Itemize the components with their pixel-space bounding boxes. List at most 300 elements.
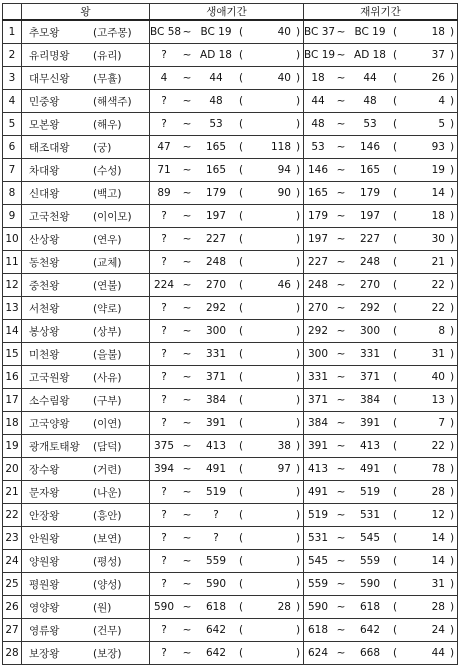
reign-range-separator: ~ xyxy=(336,463,346,475)
row-number: 4 xyxy=(3,90,22,113)
reign-cell xyxy=(304,596,458,619)
reign-start: 559 xyxy=(307,578,329,590)
life-cell xyxy=(150,366,304,389)
reign-end: 227 xyxy=(359,233,381,245)
king-alt-name: (평성) xyxy=(93,555,122,568)
table-row xyxy=(3,550,458,573)
life-end: 248 xyxy=(205,256,227,268)
header-life-span: 생애기간 xyxy=(150,4,304,21)
king-cell-inner xyxy=(22,159,149,181)
reign-start: 491 xyxy=(307,486,329,498)
reign-range-separator: ~ xyxy=(336,49,346,61)
life-cell xyxy=(150,251,304,274)
king-alt-name: (건무) xyxy=(93,624,122,637)
reign-cell xyxy=(304,343,458,366)
reign-start: 545 xyxy=(307,555,329,567)
table-row xyxy=(3,343,458,366)
reign-paren-open: ( xyxy=(392,302,398,314)
reign-start: 227 xyxy=(307,256,329,268)
reign-paren-open: ( xyxy=(392,647,398,659)
life-paren-close: ) xyxy=(295,348,301,360)
king-alt-name: (교체) xyxy=(93,256,122,269)
king-alt-name: (을불) xyxy=(93,348,122,361)
reign-range-separator: ~ xyxy=(336,302,346,314)
life-range-separator: ~ xyxy=(182,555,192,567)
life-paren-open: ( xyxy=(238,463,244,475)
king-cell-inner xyxy=(22,642,149,664)
king-cell xyxy=(22,274,150,297)
reign-cell xyxy=(304,44,458,67)
king-cell xyxy=(22,251,150,274)
life-cell xyxy=(150,642,304,665)
reign-paren-close: ) xyxy=(449,578,455,590)
life-paren-open: ( xyxy=(238,49,244,61)
life-end: 642 xyxy=(205,647,227,659)
reign-range-separator: ~ xyxy=(336,532,346,544)
reign-paren-open: ( xyxy=(392,26,398,38)
life-cell-inner xyxy=(150,44,303,66)
reign-paren-close: ) xyxy=(449,187,455,199)
reign-start: 371 xyxy=(307,394,329,406)
king-name: 서천왕 xyxy=(29,302,60,315)
reign-years: 93 xyxy=(431,141,445,153)
reign-cell xyxy=(304,619,458,642)
life-paren-close: ) xyxy=(295,555,301,567)
reign-years: 28 xyxy=(431,601,445,613)
reign-paren-close: ) xyxy=(449,348,455,360)
reign-years: 18 xyxy=(431,210,445,222)
reign-paren-close: ) xyxy=(449,26,455,38)
reign-end: 179 xyxy=(359,187,381,199)
king-name: 모본왕 xyxy=(29,118,60,131)
reign-cell-inner xyxy=(304,182,457,204)
reign-end: 519 xyxy=(359,486,381,498)
reign-paren-close: ) xyxy=(449,95,455,107)
life-start: ? xyxy=(161,417,167,429)
king-name: 대무신왕 xyxy=(29,72,70,85)
reign-end: 197 xyxy=(359,210,381,222)
king-cell xyxy=(22,550,150,573)
reign-end: 384 xyxy=(359,394,381,406)
reign-paren-close: ) xyxy=(449,210,455,222)
reign-cell-inner xyxy=(304,297,457,319)
reign-cell-inner xyxy=(304,44,457,66)
reign-range-separator: ~ xyxy=(336,348,346,360)
life-range-separator: ~ xyxy=(182,417,192,429)
king-name: 보장왕 xyxy=(29,647,60,660)
life-start: ? xyxy=(161,532,167,544)
life-start: ? xyxy=(161,509,167,521)
reign-paren-open: ( xyxy=(392,95,398,107)
life-paren-close: ) xyxy=(295,210,301,222)
reign-end: 48 xyxy=(363,95,377,107)
table-row xyxy=(3,274,458,297)
reign-cell-inner xyxy=(304,619,457,641)
life-cell-inner xyxy=(150,67,303,89)
reign-paren-close: ) xyxy=(449,509,455,521)
reign-range-separator: ~ xyxy=(336,578,346,590)
life-start: 375 xyxy=(153,440,175,452)
reign-start: 413 xyxy=(307,463,329,475)
reign-end: 618 xyxy=(359,601,381,613)
life-paren-open: ( xyxy=(238,486,244,498)
life-paren-close: ) xyxy=(295,164,301,176)
reign-range-separator: ~ xyxy=(336,394,346,406)
king-cell-inner xyxy=(22,297,149,319)
table-row xyxy=(3,320,458,343)
life-age: 38 xyxy=(277,440,291,452)
life-end: 391 xyxy=(205,417,227,429)
king-alt-name: (원) xyxy=(93,601,112,614)
life-paren-open: ( xyxy=(238,578,244,590)
life-cell xyxy=(150,481,304,504)
king-cell-inner xyxy=(22,343,149,365)
king-name: 신대왕 xyxy=(29,187,60,200)
life-cell xyxy=(150,159,304,182)
king-cell xyxy=(22,619,150,642)
reign-cell xyxy=(304,67,458,90)
reign-years: 31 xyxy=(431,578,445,590)
king-cell xyxy=(22,297,150,320)
reign-paren-close: ) xyxy=(449,256,455,268)
life-cell-inner xyxy=(150,297,303,319)
table-row xyxy=(3,366,458,389)
reign-start: 197 xyxy=(307,233,329,245)
king-name: 동천왕 xyxy=(29,256,60,269)
life-paren-close: ) xyxy=(295,463,301,475)
life-start: ? xyxy=(161,210,167,222)
king-cell-inner xyxy=(22,458,149,480)
reign-paren-open: ( xyxy=(392,440,398,452)
reign-paren-open: ( xyxy=(392,532,398,544)
table-row xyxy=(3,182,458,205)
reign-paren-open: ( xyxy=(392,371,398,383)
row-number: 17 xyxy=(3,389,22,412)
reign-cell-inner xyxy=(304,596,457,618)
reign-end: 642 xyxy=(359,624,381,636)
reign-cell-inner xyxy=(304,412,457,434)
row-number: 9 xyxy=(3,205,22,228)
life-paren-open: ( xyxy=(238,509,244,521)
king-cell-inner xyxy=(22,596,149,618)
king-cell xyxy=(22,481,150,504)
reign-end: 531 xyxy=(359,509,381,521)
life-cell xyxy=(150,113,304,136)
king-alt-name: (무휼) xyxy=(93,72,122,85)
life-cell xyxy=(150,44,304,67)
reign-paren-close: ) xyxy=(449,647,455,659)
king-cell xyxy=(22,113,150,136)
life-end: 227 xyxy=(205,233,227,245)
life-range-separator: ~ xyxy=(182,72,192,84)
king-name: 산상왕 xyxy=(29,233,60,246)
reign-cell-inner xyxy=(304,274,457,296)
king-cell xyxy=(22,90,150,113)
life-paren-open: ( xyxy=(238,532,244,544)
reign-years: 30 xyxy=(431,233,445,245)
life-paren-close: ) xyxy=(295,601,301,613)
reign-paren-open: ( xyxy=(392,210,398,222)
reign-years: 8 xyxy=(438,325,445,337)
reign-paren-close: ) xyxy=(449,302,455,314)
reign-years: 19 xyxy=(431,164,445,176)
life-start: ? xyxy=(161,371,167,383)
king-cell-inner xyxy=(22,136,149,158)
reign-start: 48 xyxy=(311,118,325,130)
king-cell xyxy=(22,596,150,619)
reign-cell xyxy=(304,366,458,389)
life-paren-open: ( xyxy=(238,233,244,245)
row-number: 8 xyxy=(3,182,22,205)
reign-cell-inner xyxy=(304,136,457,158)
life-range-separator: ~ xyxy=(182,256,192,268)
life-start: ? xyxy=(161,256,167,268)
life-age: 46 xyxy=(277,279,291,291)
life-end: 642 xyxy=(205,624,227,636)
life-cell-inner xyxy=(150,412,303,434)
life-paren-close: ) xyxy=(295,302,301,314)
life-paren-open: ( xyxy=(238,141,244,153)
reign-paren-open: ( xyxy=(392,164,398,176)
reign-cell-inner xyxy=(304,159,457,181)
life-cell-inner xyxy=(150,619,303,641)
reign-end: 270 xyxy=(359,279,381,291)
reign-years: 5 xyxy=(438,118,445,130)
reign-range-separator: ~ xyxy=(336,325,346,337)
life-cell-inner xyxy=(150,389,303,411)
life-paren-close: ) xyxy=(295,486,301,498)
life-start: ? xyxy=(161,233,167,245)
reign-start: 624 xyxy=(307,647,329,659)
table-row xyxy=(3,412,458,435)
life-paren-close: ) xyxy=(295,325,301,337)
life-paren-close: ) xyxy=(295,371,301,383)
life-paren-close: ) xyxy=(295,624,301,636)
reign-start: 590 xyxy=(307,601,329,613)
reign-years: 4 xyxy=(438,95,445,107)
table-row xyxy=(3,159,458,182)
reign-years: 18 xyxy=(431,26,445,38)
reign-cell xyxy=(304,228,458,251)
reign-years: 13 xyxy=(431,394,445,406)
row-number: 2 xyxy=(3,44,22,67)
table-row xyxy=(3,228,458,251)
king-name: 민중왕 xyxy=(29,95,60,108)
reign-years: 37 xyxy=(431,49,445,61)
life-range-separator: ~ xyxy=(182,624,192,636)
reign-paren-open: ( xyxy=(392,49,398,61)
life-age: 90 xyxy=(277,187,291,199)
king-cell-inner xyxy=(22,320,149,342)
life-paren-close: ) xyxy=(295,532,301,544)
life-end: 371 xyxy=(205,371,227,383)
life-paren-open: ( xyxy=(238,164,244,176)
reign-cell-inner xyxy=(304,642,457,664)
king-cell xyxy=(22,228,150,251)
life-paren-close: ) xyxy=(295,95,301,107)
reign-range-separator: ~ xyxy=(336,256,346,268)
row-number: 25 xyxy=(3,573,22,596)
king-cell-inner xyxy=(22,251,149,273)
life-cell-inner xyxy=(150,573,303,595)
reign-cell-inner xyxy=(304,67,457,89)
life-start: ? xyxy=(161,555,167,567)
row-number: 26 xyxy=(3,596,22,619)
reign-paren-close: ) xyxy=(449,371,455,383)
reign-cell-inner xyxy=(304,504,457,526)
king-cell-inner xyxy=(22,573,149,595)
reign-paren-open: ( xyxy=(392,578,398,590)
life-end: BC 19 xyxy=(200,26,232,38)
reign-cell-inner xyxy=(304,458,457,480)
reign-range-separator: ~ xyxy=(336,371,346,383)
king-cell xyxy=(22,44,150,67)
king-cell-inner xyxy=(22,182,149,204)
reign-cell xyxy=(304,297,458,320)
reign-cell xyxy=(304,550,458,573)
king-cell-inner xyxy=(22,90,149,112)
king-name: 고국천왕 xyxy=(29,210,70,223)
life-range-separator: ~ xyxy=(182,463,192,475)
reign-paren-close: ) xyxy=(449,141,455,153)
reign-paren-open: ( xyxy=(392,601,398,613)
life-start: ? xyxy=(161,302,167,314)
reign-years: 26 xyxy=(431,72,445,84)
reign-paren-close: ) xyxy=(449,325,455,337)
life-cell xyxy=(150,320,304,343)
reign-start: BC 19 xyxy=(304,49,336,61)
king-cell xyxy=(22,573,150,596)
life-cell xyxy=(150,182,304,205)
life-range-separator: ~ xyxy=(182,348,192,360)
king-cell xyxy=(22,389,150,412)
king-alt-name: (상부) xyxy=(93,325,122,338)
life-end: 165 xyxy=(205,141,227,153)
king-cell-inner xyxy=(22,113,149,135)
row-number: 16 xyxy=(3,366,22,389)
life-start: ? xyxy=(161,49,167,61)
reign-paren-close: ) xyxy=(449,555,455,567)
life-start: ? xyxy=(161,647,167,659)
table-row xyxy=(3,90,458,113)
life-age: 97 xyxy=(277,463,291,475)
row-number: 10 xyxy=(3,228,22,251)
life-range-separator: ~ xyxy=(182,118,192,130)
reign-start: 519 xyxy=(307,509,329,521)
life-paren-open: ( xyxy=(238,72,244,84)
header-row xyxy=(3,4,458,21)
table-row xyxy=(3,113,458,136)
king-cell xyxy=(22,20,150,44)
reign-range-separator: ~ xyxy=(336,118,346,130)
life-cell-inner xyxy=(150,136,303,158)
king-cell-inner xyxy=(22,228,149,250)
row-number: 23 xyxy=(3,527,22,550)
life-end: 53 xyxy=(209,118,223,130)
life-age: 40 xyxy=(277,26,291,38)
life-cell xyxy=(150,573,304,596)
table-row xyxy=(3,481,458,504)
row-number: 13 xyxy=(3,297,22,320)
table-row xyxy=(3,67,458,90)
reign-end: 44 xyxy=(363,72,377,84)
king-alt-name: (이연) xyxy=(93,417,122,430)
life-cell-inner xyxy=(150,320,303,342)
reign-cell-inner xyxy=(304,481,457,503)
reign-cell xyxy=(304,205,458,228)
king-name: 양원왕 xyxy=(29,555,60,568)
life-cell xyxy=(150,90,304,113)
reign-start: 331 xyxy=(307,371,329,383)
king-cell xyxy=(22,366,150,389)
life-paren-open: ( xyxy=(238,440,244,452)
king-name: 안장왕 xyxy=(29,509,60,522)
life-end: 413 xyxy=(205,440,227,452)
life-age: 94 xyxy=(277,164,291,176)
reign-paren-close: ) xyxy=(449,233,455,245)
reign-range-separator: ~ xyxy=(336,601,346,613)
king-cell-inner xyxy=(22,366,149,388)
life-start: ? xyxy=(161,118,167,130)
life-paren-open: ( xyxy=(238,187,244,199)
king-cell xyxy=(22,435,150,458)
king-name: 장수왕 xyxy=(29,463,60,476)
reign-paren-open: ( xyxy=(392,486,398,498)
king-name: 영양왕 xyxy=(29,601,60,614)
reign-end: 331 xyxy=(359,348,381,360)
king-cell-inner xyxy=(22,504,149,526)
reign-cell xyxy=(304,389,458,412)
life-range-separator: ~ xyxy=(182,302,192,314)
reign-paren-close: ) xyxy=(449,601,455,613)
king-alt-name: (약로) xyxy=(93,302,122,315)
king-cell xyxy=(22,67,150,90)
king-cell xyxy=(22,320,150,343)
king-alt-name: (이이모) xyxy=(93,210,132,223)
king-cell-inner xyxy=(22,44,149,66)
reign-cell-inner xyxy=(304,228,457,250)
header-reign-span: 재위기간 xyxy=(304,4,458,21)
king-cell-inner xyxy=(22,527,149,549)
reign-paren-close: ) xyxy=(449,486,455,498)
king-alt-name: (수성) xyxy=(93,164,122,177)
reign-start: 165 xyxy=(307,187,329,199)
reign-paren-close: ) xyxy=(449,532,455,544)
reign-end: 668 xyxy=(359,647,381,659)
life-paren-close: ) xyxy=(295,647,301,659)
life-paren-close: ) xyxy=(295,578,301,590)
life-paren-open: ( xyxy=(238,394,244,406)
reign-end: AD 18 xyxy=(354,49,386,61)
life-cell xyxy=(150,550,304,573)
life-start: ? xyxy=(161,578,167,590)
life-end: 559 xyxy=(205,555,227,567)
king-alt-name: (연불) xyxy=(93,279,122,292)
king-alt-name: (해색주) xyxy=(93,95,132,108)
reign-end: 491 xyxy=(359,463,381,475)
life-cell-inner xyxy=(150,113,303,135)
table-row xyxy=(3,573,458,596)
life-paren-open: ( xyxy=(238,371,244,383)
life-cell-inner xyxy=(150,481,303,503)
life-end: 590 xyxy=(205,578,227,590)
reign-cell-inner xyxy=(304,366,457,388)
reign-paren-open: ( xyxy=(392,463,398,475)
king-alt-name: (담덕) xyxy=(93,440,122,453)
king-name: 소수림왕 xyxy=(29,394,70,407)
reign-cell-inner xyxy=(304,251,457,273)
life-cell xyxy=(150,527,304,550)
